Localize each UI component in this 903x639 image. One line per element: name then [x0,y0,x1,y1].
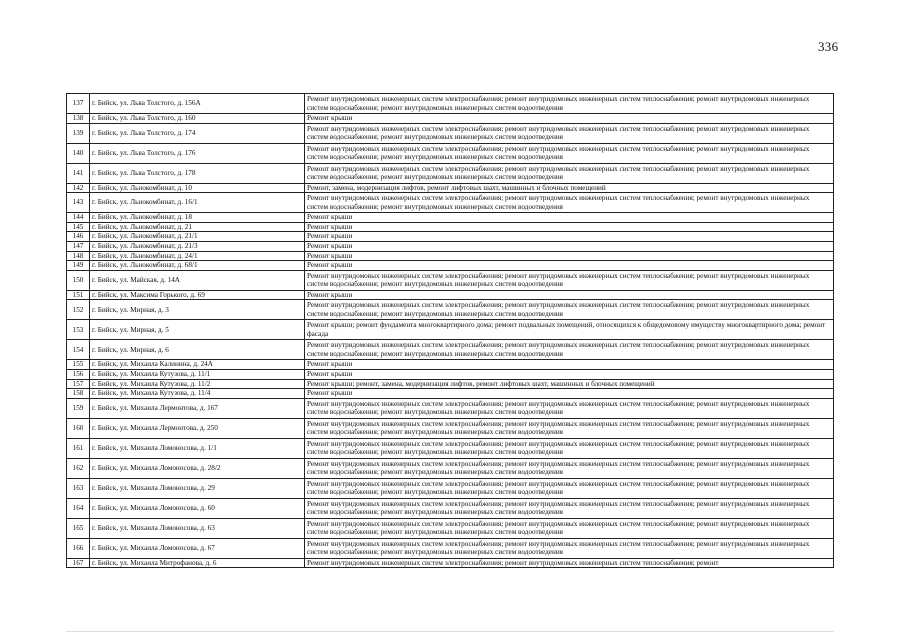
repair-works-cell: Ремонт крыши [305,369,834,379]
repair-works-cell: Ремонт крыши [305,241,834,251]
address-cell: г. Бийск, ул. Льнокомбинат, д. 21 [90,222,305,232]
repair-works-cell: Ремонт внутридомовых инженерных систем электроснабжения; ремонт внутридомовых инженерных систем теплоснабжения; ремонт внутридомовых инженерных систем водоснабжения; ремонт внутридомовых инженерных систем водоотведения [305,270,834,290]
row-number-cell: 160 [67,418,90,438]
repair-works-cell: Ремонт крыши [305,213,834,223]
repair-works-cell: Ремонт внутридомовых инженерных систем электроснабжения; ремонт внутридомовых инженерных систем теплоснабжения; ремонт внутридомовых инженерных систем водоснабжения; ремонт внутридомовых инженерных систем водоотведения [305,498,834,518]
table-row [67,290,834,300]
repair-works-cell: Ремонт крыши [305,114,834,124]
table-body [67,94,834,568]
repair-works-cell: Ремонт крыши [305,232,834,242]
address-cell: г. Бийск, ул. Льва Толстого, д. 178 [90,163,305,183]
page-bottom-edge [66,631,834,632]
row-number-cell: 138 [67,114,90,124]
row-number-cell: 167 [67,558,90,568]
row-number-cell: 157 [67,379,90,389]
row-number-cell: 158 [67,389,90,399]
address-cell: г. Бийск, ул. Михаила Ломоносова, д. 29 [90,478,305,498]
table-row [67,398,834,418]
address-cell: г. Бийск, ул. Льнокомбинат, д. 21/1 [90,232,305,242]
repair-works-cell: Ремонт крыши; ремонт фундамента многоквартирного дома; ремонт подвальных помещений, относящихся к общедомовому имуществу многоквартирного дома; ремонт фасада [305,320,834,340]
table-row [67,518,834,538]
row-number-cell: 164 [67,498,90,518]
address-cell: г. Бийск, ул. Михаила Ломоносова, д. 28/2 [90,458,305,478]
repair-works-cell: Ремонт внутридомовых инженерных систем электроснабжения; ремонт внутридомовых инженерных систем теплоснабжения; ремонт внутридомовых инженерных систем водоснабжения; ремонт внутридомовых инженерных систем водоотведения [305,478,834,498]
row-number-cell: 162 [67,458,90,478]
row-number-cell: 155 [67,360,90,370]
address-cell: г. Бийск, ул. Льнокомбинат, д. 16/1 [90,193,305,213]
table-row [67,418,834,438]
table-row [67,320,834,340]
repair-works-cell: Ремонт крыши [305,389,834,399]
repair-works-cell: Ремонт внутридомовых инженерных систем электроснабжения; ремонт внутридомовых инженерных систем теплоснабжения; ремонт внутридомовых инженерных систем водоснабжения; ремонт внутридомовых инженерных систем водоотведения [305,538,834,558]
address-cell: г. Бийск, ул. Льва Толстого, д. 174 [90,123,305,143]
row-number-cell: 147 [67,241,90,251]
table-row [67,458,834,478]
table-row [67,300,834,320]
repair-works-cell: Ремонт внутридомовых инженерных систем электроснабжения; ремонт внутридомовых инженерных систем теплоснабжения; ремонт внутридомовых инженерных систем водоснабжения; ремонт внутридомовых инженерных систем водоотведения [305,458,834,478]
address-cell: г. Бийск, ул. Льнокомбинат, д. 21/3 [90,241,305,251]
repair-works-cell: Ремонт внутридомовых инженерных систем электроснабжения; ремонт внутридомовых инженерных систем теплоснабжения; ремонт внутридомовых инженерных систем водоснабжения; ремонт внутридомовых инженерных систем водоотведения [305,94,834,114]
repair-works-cell: Ремонт крыши [305,222,834,232]
address-cell: г. Бийск, ул. Михаила Ломоносова, д. 67 [90,538,305,558]
address-cell: г. Бийск, ул. Мирная, д. 5 [90,320,305,340]
row-number-cell: 150 [67,270,90,290]
row-number-cell: 166 [67,538,90,558]
address-cell: г. Бийск, ул. Михаила Лермонтова, д. 167 [90,398,305,418]
table-row [67,183,834,193]
row-number-cell: 142 [67,183,90,193]
address-cell: г. Бийск, ул. Михаила Ломоносова, д. 63 [90,518,305,538]
table-row [67,379,834,389]
row-number-cell: 140 [67,143,90,163]
table-row [67,143,834,163]
table-row [67,438,834,458]
repair-works-cell: Ремонт внутридомовых инженерных систем электроснабжения; ремонт внутридомовых инженерных систем теплоснабжения; ремонт внутридомовых инженерных систем водоснабжения; ремонт внутридомовых инженерных систем водоотведения [305,418,834,438]
address-cell: г. Бийск, ул. Льва Толстого, д. 176 [90,143,305,163]
repair-works-cell: Ремонт внутридомовых инженерных систем электроснабжения; ремонт внутридомовых инженерных систем теплоснабжения; ремонт внутридомовых инженерных систем водоснабжения; ремонт внутридомовых инженерных систем водоотведения [305,518,834,538]
repair-works-cell: Ремонт внутридомовых инженерных систем электроснабжения; ремонт внутридомовых инженерных систем теплоснабжения; ремонт [305,558,834,568]
table-row [67,498,834,518]
address-cell: г. Бийск, ул. Льнокомбинат, д. 10 [90,183,305,193]
address-cell: г. Бийск, ул. Максима Горького, д. 69 [90,290,305,300]
repair-works-cell: Ремонт крыши [305,261,834,271]
table-row [67,558,834,568]
row-number-cell: 141 [67,163,90,183]
row-number-cell: 144 [67,213,90,223]
table-row [67,261,834,271]
table-row [67,213,834,223]
row-number-cell: 146 [67,232,90,242]
table-row [67,340,834,360]
repair-works-cell: Ремонт внутридомовых инженерных систем электроснабжения; ремонт внутридомовых инженерных систем теплоснабжения; ремонт внутридомовых инженерных систем водоснабжения; ремонт внутридомовых инженерных систем водоотведения [305,193,834,213]
address-cell: г. Бийск, ул. Льнокомбинат, д. 24/1 [90,251,305,261]
table-row [67,538,834,558]
address-cell: г. Бийск, ул. Майская, д. 14А [90,270,305,290]
repair-works-cell: Ремонт внутридомовых инженерных систем электроснабжения; ремонт внутридомовых инженерных систем теплоснабжения; ремонт внутридомовых инженерных систем водоснабжения; ремонт внутридомовых инженерных систем водоотведения [305,398,834,418]
table-row [67,232,834,242]
table-row [67,114,834,124]
table-row [67,241,834,251]
address-cell: г. Бийск, ул. Мирная, д. 3 [90,300,305,320]
address-cell: г. Бийск, ул. Льва Толстого, д. 160 [90,114,305,124]
table-row [67,94,834,114]
address-cell: г. Бийск, ул. Михаила Калинина, д. 24А [90,360,305,370]
repair-works-cell: Ремонт внутридомовых инженерных систем электроснабжения; ремонт внутридомовых инженерных систем теплоснабжения; ремонт внутридомовых инженерных систем водоснабжения; ремонт внутридомовых инженерных систем водоотведения [305,300,834,320]
repair-works-cell: Ремонт крыши [305,360,834,370]
repair-works-cell: Ремонт крыши; ремонт, замена, модернизация лифтов, ремонт лифтовых шахт, машинных и блочных помещений [305,379,834,389]
address-cell: г. Бийск, ул. Михаила Митрофанова, д. 6 [90,558,305,568]
row-number-cell: 139 [67,123,90,143]
repair-works-cell: Ремонт внутридомовых инженерных систем электроснабжения; ремонт внутридомовых инженерных систем теплоснабжения; ремонт внутридомовых инженерных систем водоснабжения; ремонт внутридомовых инженерных систем водоотведения [305,123,834,143]
repair-works-cell: Ремонт внутридомовых инженерных систем электроснабжения; ремонт внутридомовых инженерных систем теплоснабжения; ремонт внутридомовых инженерных систем водоснабжения; ремонт внутридомовых инженерных систем водоотведения [305,143,834,163]
table-row [67,270,834,290]
row-number-cell: 143 [67,193,90,213]
page-number: 336 [818,39,839,54]
table-row [67,163,834,183]
row-number-cell: 153 [67,320,90,340]
building-repair-table [66,93,834,568]
repair-works-cell: Ремонт крыши [305,290,834,300]
address-cell: г. Бийск, ул. Михаила Лермонтова, д. 250 [90,418,305,438]
row-number-cell: 156 [67,369,90,379]
address-cell: г. Бийск, ул. Михаила Ломоносова, д. 60 [90,498,305,518]
repair-works-cell: Ремонт, замена, модернизация лифтов, ремонт лифтовых шахт, машинных и блочных помещений [305,183,834,193]
repair-works-cell: Ремонт внутридомовых инженерных систем электроснабжения; ремонт внутридомовых инженерных систем теплоснабжения; ремонт внутридомовых инженерных систем водоснабжения; ремонт внутридомовых инженерных систем водоотведения [305,163,834,183]
table-row [67,389,834,399]
address-cell: г. Бийск, ул. Мирная, д. 6 [90,340,305,360]
row-number-cell: 148 [67,251,90,261]
repair-works-cell: Ремонт внутридомовых инженерных систем электроснабжения; ремонт внутридомовых инженерных систем теплоснабжения; ремонт внутридомовых инженерных систем водоснабжения; ремонт внутридомовых инженерных систем водоотведения [305,438,834,458]
table-row [67,251,834,261]
table-row [67,360,834,370]
row-number-cell: 159 [67,398,90,418]
row-number-cell: 152 [67,300,90,320]
table-row [67,123,834,143]
row-number-cell: 149 [67,261,90,271]
address-cell: г. Бийск, ул. Льнокомбинат, д. 18 [90,213,305,223]
row-number-cell: 145 [67,222,90,232]
table-row [67,222,834,232]
address-cell: г. Бийск, ул. Михаила Ломоносова, д. 1/1 [90,438,305,458]
table-row [67,478,834,498]
address-cell: г. Бийск, ул. Льва Толстого, д. 156А [90,94,305,114]
repair-works-cell: Ремонт крыши [305,251,834,261]
table-row [67,369,834,379]
row-number-cell: 165 [67,518,90,538]
row-number-cell: 151 [67,290,90,300]
address-cell: г. Бийск, ул. Михаила Кутузова, д. 11/2 [90,379,305,389]
row-number-cell: 161 [67,438,90,458]
address-cell: г. Бийск, ул. Льнокомбинат, д. 68/1 [90,261,305,271]
row-number-cell: 154 [67,340,90,360]
repair-works-cell: Ремонт внутридомовых инженерных систем электроснабжения; ремонт внутридомовых инженерных систем теплоснабжения; ремонт внутридомовых инженерных систем водоснабжения; ремонт внутридомовых инженерных систем водоотведения [305,340,834,360]
address-cell: г. Бийск, ул. Михаила Кутузова, д. 11/4 [90,389,305,399]
address-cell: г. Бийск, ул. Михаила Кутузова, д. 11/1 [90,369,305,379]
table-row [67,193,834,213]
row-number-cell: 137 [67,94,90,114]
row-number-cell: 163 [67,478,90,498]
